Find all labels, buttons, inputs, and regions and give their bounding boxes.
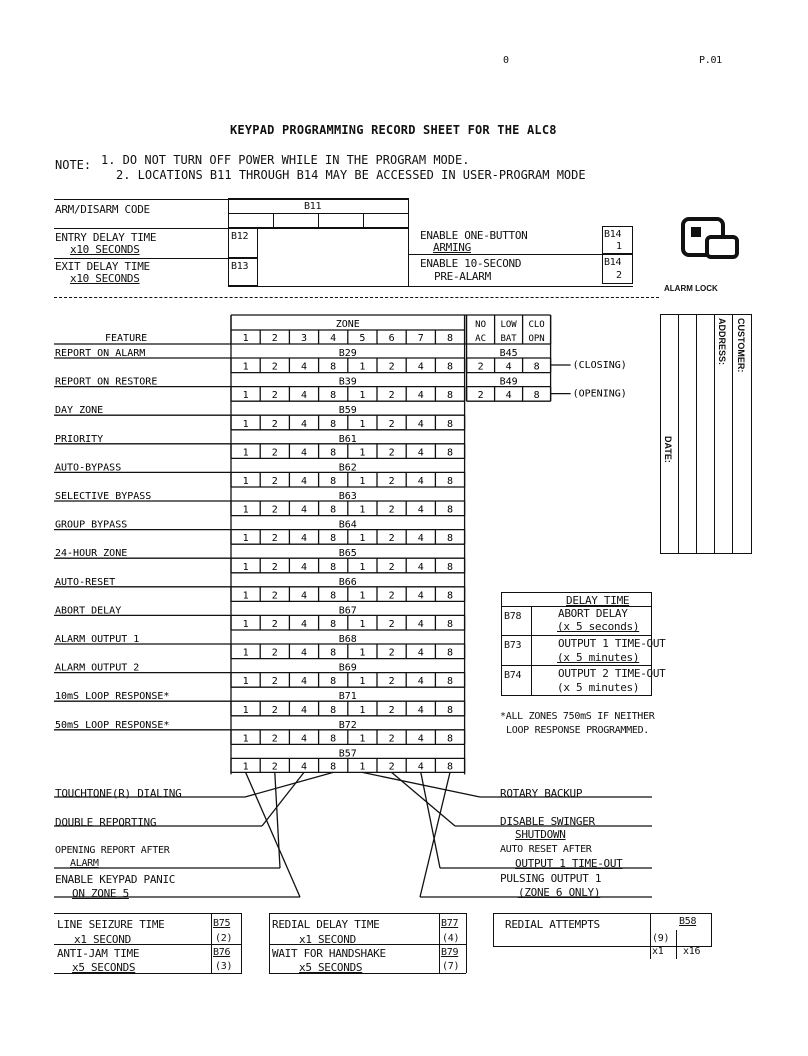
x16-label: x16 <box>683 946 701 957</box>
touchtone-label: TOUCHTONE(R) DIALING <box>55 787 182 800</box>
bit-value: 4 <box>417 704 424 716</box>
bit-value: 4 <box>300 733 308 745</box>
entry-delay-sub: x10 SECONDS <box>70 243 140 256</box>
row-code: B65 <box>338 548 357 560</box>
bit-value: 2 <box>388 619 395 630</box>
bit-value: 4 <box>300 476 308 487</box>
note-label: NOTE: <box>55 158 92 172</box>
feature-row-label: PRIORITY <box>55 433 104 445</box>
bit-value: 1 <box>359 647 366 659</box>
feature-row-label: 10mS LOOP RESPONSE* <box>55 691 170 703</box>
bit-value: 1 <box>359 533 366 545</box>
b58-value: (9) <box>652 933 670 944</box>
footnote-1: *ALL ZONES 750mS IF NEITHER <box>500 711 655 722</box>
row-code: B72 <box>338 719 357 731</box>
bit-value: 4 <box>417 418 424 430</box>
one-button-label: ENABLE ONE-BUTTON <box>420 229 528 242</box>
b57-bit: 2 <box>388 761 395 773</box>
bit-value: 8 <box>446 647 454 659</box>
row-code: B63 <box>338 491 357 502</box>
bit-value: 8 <box>446 590 454 602</box>
bit-value: 2 <box>388 390 395 402</box>
b79-code: B79 <box>441 947 459 958</box>
feature-row-label: ABORT DELAY <box>55 605 122 617</box>
feature-row-label: 24-HOUR ZONE <box>55 548 128 560</box>
b75-code: B75 <box>213 918 231 929</box>
zone-number: 1 <box>242 333 249 344</box>
date-label: DATE: <box>663 436 673 463</box>
bit-value: 2 <box>388 533 395 545</box>
bit-value: 8 <box>330 647 337 659</box>
bit-value: 8 <box>446 676 454 688</box>
output1-l1: OUTPUT 1 TIME-OUT <box>558 637 666 650</box>
bit-value: 8 <box>446 733 454 745</box>
fan-line-right <box>392 772 455 826</box>
b57-bit: 4 <box>417 761 424 773</box>
bit-value: 1 <box>359 676 366 688</box>
bit-value: 4 <box>300 418 308 430</box>
bit-value: 2 <box>271 733 278 745</box>
output2-l1: OUTPUT 2 TIME-OUT <box>558 667 666 680</box>
logo-text: ALARM LOCK <box>664 284 718 293</box>
bit-value: 4 <box>417 390 424 402</box>
customer-label: CUSTOMER: <box>736 318 746 373</box>
bit-value: 4 <box>417 619 424 630</box>
bit-value: 4 <box>417 361 424 373</box>
bit-value: 2 <box>388 361 395 373</box>
row-code: B71 <box>338 691 357 703</box>
b14-code-b: B14 <box>604 257 622 268</box>
bit-value: 2 <box>271 390 278 402</box>
bit-value: 2 <box>271 561 278 573</box>
bit-value: 8 <box>330 504 337 516</box>
bit-value: 1 <box>242 704 249 716</box>
note-line-1: 1. DO NOT TURN OFF POWER WHILE IN THE PROGRAM MODE. <box>101 153 470 167</box>
bit-value: 2 <box>271 447 278 459</box>
redial-delay-sub: x1 SECOND <box>299 933 356 946</box>
bit-value: 1 <box>359 561 366 573</box>
bit-value: 8 <box>330 533 337 545</box>
swinger-l2: SHUTDOWN <box>515 828 566 841</box>
bit-value: 4 <box>417 447 424 459</box>
bit-value: 8 <box>330 476 337 487</box>
fan-line-left <box>246 772 300 897</box>
extra-row-code: B45 <box>499 348 518 359</box>
bit-value: 8 <box>330 390 337 402</box>
x1-label: x1 <box>652 946 664 957</box>
bit-value: 8 <box>446 619 454 630</box>
bit-value: 2 <box>388 676 395 688</box>
exit-delay-sub: x10 SECONDS <box>70 272 140 285</box>
bit-value: 1 <box>242 676 249 688</box>
feature-row-label: AUTO-BYPASS <box>55 462 122 474</box>
bit-value: 1 <box>242 647 249 659</box>
bit-value: 8 <box>446 447 454 459</box>
extra-header-top: NO <box>475 320 487 330</box>
bit-value: 2 <box>388 590 395 602</box>
bit-value: 2 <box>271 533 278 545</box>
b76-value: (3) <box>215 961 233 972</box>
b77-code: B77 <box>441 918 459 929</box>
bit-value: 1 <box>242 590 249 602</box>
abort-delay-l2: (x 5 seconds) <box>557 620 640 633</box>
b75-value: (2) <box>215 933 233 944</box>
bit-value: 2 <box>271 361 278 373</box>
pulsing-l2: (ZONE 6 ONLY) <box>518 886 601 899</box>
b14-value-b: 2 <box>616 270 622 281</box>
bit-value: 4 <box>300 647 308 659</box>
bit-value: 4 <box>300 561 308 573</box>
b12-code: B12 <box>231 231 249 242</box>
bit-value: 1 <box>242 561 249 573</box>
zone-number: 8 <box>446 333 454 344</box>
arrow-label: (OPENING) <box>572 388 627 400</box>
bit-value: 1 <box>242 619 249 630</box>
fan-line-left <box>262 772 304 826</box>
bit-value: 8 <box>330 590 337 602</box>
bit-value: 8 <box>446 476 454 487</box>
fan-line-left <box>275 772 280 868</box>
b11-code: B11 <box>304 201 322 212</box>
b13-code: B13 <box>231 261 249 272</box>
row-code: B66 <box>338 576 357 588</box>
bit-value: 2 <box>388 418 395 430</box>
bit-value: 2 <box>271 647 278 659</box>
bit-value: 1 <box>359 390 366 402</box>
bit-value: 4 <box>300 533 308 545</box>
row-code: B39 <box>338 376 357 388</box>
bit-value: 1 <box>359 476 366 487</box>
arm-disarm-label: ARM/DISARM CODE <box>55 203 150 216</box>
bit-value: 8 <box>446 418 454 430</box>
feature-row-label: DAY ZONE <box>55 405 104 417</box>
bit-value: 4 <box>417 533 424 545</box>
row-code: B67 <box>338 605 357 617</box>
bit-value: 8 <box>330 619 337 630</box>
bit-value: 4 <box>300 619 308 630</box>
bit-value: 4 <box>417 647 424 659</box>
fax-mark: 0 <box>503 55 509 66</box>
feature-header: FEATURE <box>105 333 148 344</box>
bit-value: 8 <box>330 704 337 716</box>
extra-header-bottom: OPN <box>528 334 545 344</box>
bit-value: 4 <box>300 590 308 602</box>
bit-value: 2 <box>271 704 278 716</box>
entry-delay-label: ENTRY DELAY TIME <box>55 231 157 244</box>
bit-value: 2 <box>388 447 395 459</box>
handshake-sub: x5 SECONDS <box>299 961 363 974</box>
bit-value: 2 <box>271 590 278 602</box>
bit-value: 2 <box>271 504 278 516</box>
extra-header-bottom: AC <box>475 334 487 344</box>
extra-bit-value: 8 <box>533 361 540 373</box>
one-button-sub: ARMING <box>433 241 471 254</box>
bit-value: 8 <box>446 561 454 573</box>
bit-value: 4 <box>417 561 424 573</box>
bit-value: 1 <box>359 504 366 516</box>
zone-number: 3 <box>300 333 308 344</box>
feature-row-label: 50mS LOOP RESPONSE* <box>55 719 170 731</box>
b77-value: (4) <box>442 933 460 944</box>
auto-reset-after-l1: AUTO RESET AFTER <box>500 844 592 855</box>
bit-value: 2 <box>388 504 395 516</box>
feature-row-label: ALARM OUTPUT 1 <box>55 634 140 645</box>
bit-value: 1 <box>359 733 366 745</box>
feature-row-label: SELECTIVE BYPASS <box>55 491 152 502</box>
feature-row-label: ALARM OUTPUT 2 <box>55 662 140 674</box>
bit-value: 2 <box>388 476 395 487</box>
row-code: B64 <box>338 519 357 531</box>
extra-header-top: CLO <box>528 320 545 330</box>
output1-l2: (x 5 minutes) <box>557 651 640 664</box>
bit-value: 4 <box>417 733 424 745</box>
line-seizure-label: LINE SEIZURE TIME <box>57 918 165 931</box>
extra-header-bottom: BAT <box>500 334 517 344</box>
bit-value: 2 <box>388 704 395 716</box>
bit-value: 4 <box>300 447 308 459</box>
bit-value: 1 <box>359 704 366 716</box>
bit-value: 1 <box>359 361 366 373</box>
document-title: KEYPAD PROGRAMMING RECORD SHEET FOR THE ALC8 <box>230 123 557 137</box>
bit-value: 4 <box>417 504 424 516</box>
bit-value: 2 <box>388 733 395 745</box>
redial-attempts-label: REDIAL ATTEMPTS <box>505 918 600 931</box>
bit-value: 1 <box>242 418 249 430</box>
fan-line-left <box>245 772 333 797</box>
bit-value: 1 <box>242 533 249 545</box>
output2-l2: (x 5 minutes) <box>557 681 640 694</box>
bit-value: 8 <box>446 704 454 716</box>
bit-value: 8 <box>330 447 337 459</box>
bit-value: 1 <box>242 476 249 487</box>
row-code: B62 <box>338 462 357 474</box>
abort-delay-l1: ABORT DELAY <box>558 607 628 620</box>
bit-value: 8 <box>330 418 337 430</box>
b76-code: B76 <box>213 947 231 958</box>
b78-code: B78 <box>504 611 522 622</box>
b57-bit: 1 <box>359 761 366 773</box>
extra-bit-value: 2 <box>477 361 484 373</box>
bit-value: 8 <box>330 733 337 745</box>
bit-value: 8 <box>446 533 454 545</box>
bit-value: 8 <box>446 361 454 373</box>
b57-bit: 8 <box>330 761 337 773</box>
rotary-backup-label: ROTARY BACKUP <box>500 787 583 800</box>
bit-value: 1 <box>359 590 366 602</box>
feature-row-label: GROUP BYPASS <box>55 519 128 531</box>
handshake-label: WAIT FOR HANDSHAKE <box>272 947 386 960</box>
bit-value: 4 <box>417 676 424 688</box>
zone-number: 2 <box>271 333 278 344</box>
zone-header: ZONE <box>335 319 360 330</box>
bit-value: 4 <box>300 361 308 373</box>
extra-bit-value: 4 <box>505 390 512 402</box>
extra-bit-value: 2 <box>477 390 484 402</box>
keypad-panic-l1: ENABLE KEYPAD PANIC <box>55 873 176 886</box>
opening-report-l1: OPENING REPORT AFTER <box>55 845 170 856</box>
feature-row-label: REPORT ON RESTORE <box>55 376 158 388</box>
bit-value: 4 <box>300 390 308 402</box>
b57-bit: 1 <box>242 761 249 773</box>
pre-alarm-sub: PRE-ALARM <box>434 270 491 283</box>
bit-value: 2 <box>388 561 395 573</box>
extra-bit-value: 8 <box>533 390 540 402</box>
bit-value: 1 <box>242 447 249 459</box>
bit-value: 4 <box>417 476 424 487</box>
bit-value: 4 <box>417 590 424 602</box>
bit-value: 4 <box>300 504 308 516</box>
redial-delay-label: REDIAL DELAY TIME <box>272 918 380 931</box>
b79-value: (7) <box>442 961 460 972</box>
bit-value: 1 <box>242 504 249 516</box>
b58-code: B58 <box>679 916 697 927</box>
anti-jam-label: ANTI-JAM TIME <box>57 947 140 960</box>
row-code: B69 <box>338 662 357 674</box>
row-code: B61 <box>338 433 357 445</box>
b57-code: B57 <box>338 748 357 760</box>
feature-row-label: REPORT ON ALARM <box>55 348 146 359</box>
b74-code: B74 <box>504 670 522 681</box>
b57-bit: 4 <box>300 761 308 773</box>
row-code: B68 <box>338 634 357 645</box>
bit-value: 4 <box>300 676 308 688</box>
row-code: B29 <box>338 348 357 359</box>
delay-title: DELAY TIME <box>566 594 630 607</box>
bit-value: 8 <box>446 504 454 516</box>
b73-code: B73 <box>504 640 522 651</box>
b57-bit: 8 <box>446 761 454 773</box>
bit-value: 2 <box>388 647 395 659</box>
bit-value: 1 <box>242 361 249 373</box>
b57-bit: 2 <box>271 761 278 773</box>
line-seizure-sub: x1 SECOND <box>74 933 131 946</box>
extra-row-code: B49 <box>499 376 518 388</box>
bit-value: 4 <box>300 704 308 716</box>
extra-header-top: LOW <box>500 320 517 330</box>
bit-value: 1 <box>359 619 366 630</box>
swinger-l1: DISABLE SWINGER <box>500 815 595 828</box>
zone-number: 6 <box>388 333 395 344</box>
b14-value-a: 1 <box>616 241 622 252</box>
bit-value: 1 <box>359 447 366 459</box>
bit-value: 8 <box>330 561 337 573</box>
keypad-panic-l2: ON ZONE 5 <box>72 887 129 900</box>
bit-value: 1 <box>242 390 249 402</box>
arrow-label: (CLOSING) <box>572 360 627 371</box>
row-code: B59 <box>338 405 357 417</box>
bit-value: 1 <box>242 733 249 745</box>
b14-code-a: B14 <box>604 229 622 240</box>
zone-number: 5 <box>359 333 366 344</box>
bit-value: 8 <box>446 390 454 402</box>
bit-value: 2 <box>271 676 278 688</box>
bit-value: 8 <box>330 361 337 373</box>
bit-value: 1 <box>359 418 366 430</box>
exit-delay-label: EXIT DELAY TIME <box>55 260 150 273</box>
extra-bit-value: 4 <box>505 361 512 373</box>
page-number: P.01 <box>699 55 722 66</box>
bit-value: 2 <box>271 619 278 630</box>
zone-number: 7 <box>417 333 424 344</box>
bit-value: 2 <box>271 418 278 430</box>
auto-reset-after-l2: OUTPUT 1 TIME-OUT <box>515 857 623 870</box>
bit-value: 8 <box>330 676 337 688</box>
opening-report-l2: ALARM <box>70 858 99 869</box>
anti-jam-sub: x5 SECONDS <box>72 961 136 974</box>
note-line-2: 2. LOCATIONS B11 THROUGH B14 MAY BE ACCESSED IN USER-PROGRAM MODE <box>116 168 586 182</box>
pre-alarm-label: ENABLE 10-SECOND <box>420 257 522 270</box>
pulsing-l1: PULSING OUTPUT 1 <box>500 872 602 885</box>
double-reporting-label: DOUBLE REPORTING <box>55 816 157 829</box>
address-label: ADDRESS: <box>717 318 727 366</box>
bit-value: 2 <box>271 476 278 487</box>
zone-number: 4 <box>330 333 337 344</box>
footnote-2: LOOP RESPONSE PROGRAMMED. <box>506 725 650 736</box>
feature-row-label: AUTO-RESET <box>55 576 116 588</box>
